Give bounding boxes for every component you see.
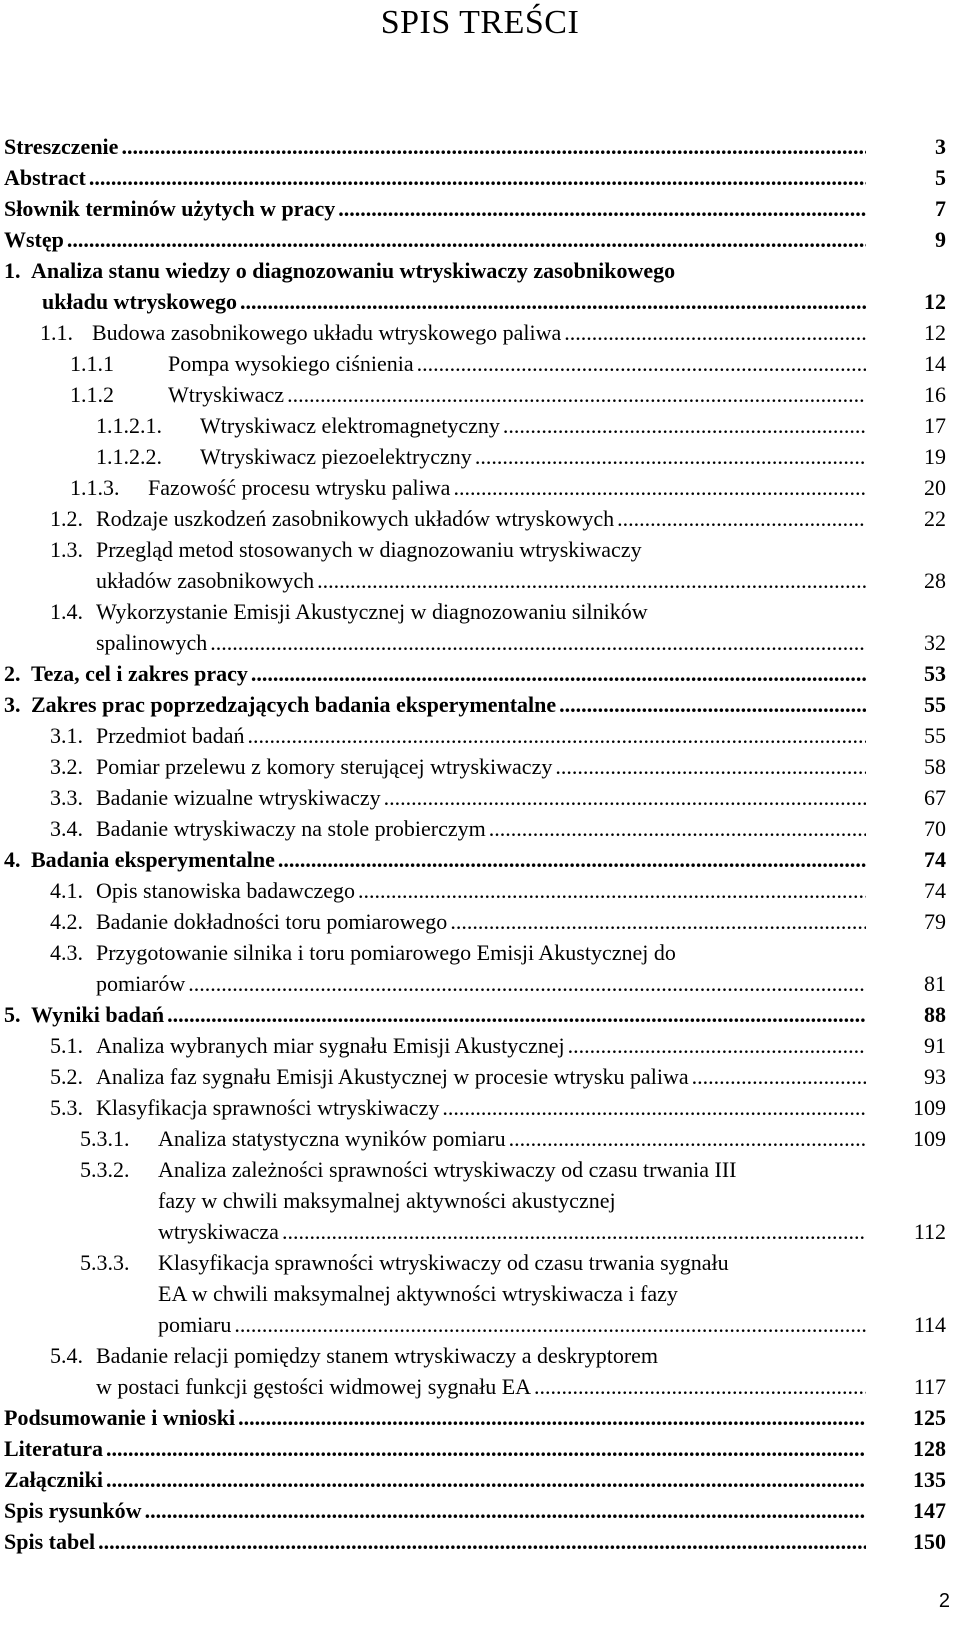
toc-page-number: 147 bbox=[913, 1498, 946, 1523]
toc-page-number: 5 bbox=[935, 165, 946, 190]
toc-entry-title: w postaci funkcji gęstości widmowej sygnału EA bbox=[96, 1374, 532, 1399]
dot-leader bbox=[509, 1123, 866, 1154]
toc-entry[interactable] bbox=[0, 751, 960, 782]
toc-page-number: 150 bbox=[913, 1529, 946, 1554]
toc-entry[interactable] bbox=[0, 875, 960, 906]
toc-entry-title: Wtryskiwacz piezoelektryczny bbox=[200, 444, 472, 469]
toc-entry-title: Podsumowanie i wnioski bbox=[4, 1405, 236, 1430]
toc-entry[interactable] bbox=[0, 999, 960, 1030]
toc-entry-title: Przygotowanie silnika i toru pomiarowego Emisji Akustycznej do bbox=[96, 940, 676, 965]
toc-page-number: 70 bbox=[924, 816, 946, 841]
toc-entry-title: Klasyfikacja sprawności wtryskiwaczy od czasu trwania sygnału bbox=[158, 1250, 729, 1275]
toc-entry[interactable] bbox=[0, 348, 960, 379]
toc-entry-title: Analiza zależności sprawności wtryskiwaczy od czasu trwania III bbox=[158, 1157, 737, 1182]
toc-entry-number: 4. bbox=[4, 847, 21, 872]
toc-page-number: 91 bbox=[924, 1033, 946, 1058]
dot-leader bbox=[210, 627, 866, 658]
toc-entry-number: 5.3.2. bbox=[80, 1157, 130, 1182]
dot-leader bbox=[317, 565, 866, 596]
dot-leader bbox=[188, 968, 866, 999]
dot-leader bbox=[442, 1092, 866, 1123]
toc-entry[interactable] bbox=[0, 255, 960, 317]
toc-entry[interactable] bbox=[0, 1061, 960, 1092]
toc-entry-number: 4.2. bbox=[50, 909, 83, 934]
dot-leader bbox=[240, 286, 866, 317]
toc-entry-number: 5. bbox=[4, 1002, 21, 1027]
toc-entry-title: Analiza faz sygnału Emisji Akustycznej w procesie wtrysku paliwa bbox=[96, 1064, 689, 1089]
toc-page-number: 53 bbox=[924, 661, 946, 686]
toc-entry[interactable] bbox=[0, 1123, 960, 1154]
toc-entry-number: 1.1.2.2. bbox=[96, 444, 162, 469]
toc-entry-title: Wstęp bbox=[4, 227, 64, 252]
toc-entry-number: 5.4. bbox=[50, 1343, 83, 1368]
toc-entry[interactable] bbox=[0, 1402, 960, 1433]
toc-entry-number: 1. bbox=[4, 258, 21, 283]
toc-entry-number: 1.1.3. bbox=[70, 475, 120, 500]
dot-leader bbox=[489, 813, 866, 844]
dot-leader bbox=[358, 875, 866, 906]
toc-entry-title: pomiarów bbox=[96, 971, 186, 996]
toc-entry-title: Analiza statystyczna wyników pomiaru bbox=[158, 1126, 506, 1151]
toc-entry[interactable] bbox=[0, 441, 960, 472]
dot-leader bbox=[564, 317, 866, 348]
toc-page-number: 109 bbox=[913, 1095, 946, 1120]
toc-entry[interactable] bbox=[0, 844, 960, 875]
toc-entry-title: Przedmiot badań bbox=[96, 723, 245, 748]
toc-entry-title: Spis rysunków bbox=[4, 1498, 142, 1523]
toc-entry-title: Badanie dokładności toru pomiarowego bbox=[96, 909, 448, 934]
dot-leader bbox=[453, 472, 866, 503]
dot-leader bbox=[167, 999, 866, 1030]
dot-leader bbox=[534, 1371, 866, 1402]
toc-entry-number: 5.3. bbox=[50, 1095, 83, 1120]
toc-entry-number: 1.1.2.1. bbox=[96, 413, 162, 438]
toc-entry-number: 3. bbox=[4, 692, 21, 717]
toc-entry-title: Badanie relacji pomiędzy stanem wtryskiwaczy a deskryptorem bbox=[96, 1343, 659, 1368]
dot-leader bbox=[89, 162, 866, 193]
toc-entry[interactable] bbox=[0, 1464, 960, 1495]
toc-page-number: 16 bbox=[924, 382, 946, 407]
dot-leader bbox=[106, 1464, 866, 1495]
toc-page-number: 55 bbox=[924, 692, 946, 717]
toc-entry[interactable] bbox=[0, 1030, 960, 1061]
toc-entry-title: układu wtryskowego bbox=[42, 289, 237, 314]
toc-entry[interactable] bbox=[0, 162, 960, 193]
toc-entry-number: 5.1. bbox=[50, 1033, 83, 1058]
dot-leader bbox=[98, 1526, 866, 1557]
dot-leader bbox=[282, 1216, 866, 1247]
toc-entry-number: 3.4. bbox=[50, 816, 83, 841]
toc-entry[interactable] bbox=[0, 658, 960, 689]
toc-entry-title: Pompa wysokiego ciśnienia bbox=[168, 351, 414, 376]
toc-page-number: 58 bbox=[924, 754, 946, 779]
toc-page-number: 12 bbox=[924, 289, 946, 314]
toc-page-number: 28 bbox=[924, 568, 946, 593]
toc-entry-number: 5.2. bbox=[50, 1064, 83, 1089]
toc-entry-title: Analiza wybranych miar sygnału Emisji Akustycznej bbox=[96, 1033, 565, 1058]
toc-page-number: 3 bbox=[935, 134, 946, 159]
toc-entry[interactable] bbox=[0, 224, 960, 255]
dot-leader bbox=[475, 441, 866, 472]
toc-entry[interactable] bbox=[0, 720, 960, 751]
toc-entry[interactable] bbox=[0, 782, 960, 813]
toc-entry-number: 3.1. bbox=[50, 723, 83, 748]
toc-entry[interactable] bbox=[0, 410, 960, 441]
dot-leader bbox=[238, 1402, 866, 1433]
dot-leader bbox=[121, 131, 866, 162]
toc-page-number: 112 bbox=[913, 1219, 946, 1244]
toc-page-number: 114 bbox=[913, 1312, 946, 1337]
toc-page-number: 67 bbox=[924, 785, 946, 810]
toc-entry-number: 5.3.1. bbox=[80, 1126, 130, 1151]
dot-leader bbox=[568, 1030, 866, 1061]
dot-leader bbox=[251, 658, 866, 689]
toc-page-number: 125 bbox=[913, 1405, 946, 1430]
toc-entry-number: 1.1.2 bbox=[70, 382, 114, 407]
dot-leader bbox=[338, 193, 866, 224]
toc-entry-title: Teza, cel i zakres pracy bbox=[31, 661, 248, 686]
toc-entry[interactable] bbox=[0, 193, 960, 224]
dot-leader bbox=[384, 782, 866, 813]
dot-leader bbox=[555, 751, 866, 782]
toc-page-number: 17 bbox=[924, 413, 946, 438]
toc-page-number: 9 bbox=[935, 227, 946, 252]
toc-entry-number: 2. bbox=[4, 661, 21, 686]
page-title: SPIS TREŚCI bbox=[380, 4, 580, 41]
toc-entry-title: Wykorzystanie Emisji Akustycznej w diagnozowaniu silników bbox=[96, 599, 648, 624]
toc-entry-title: wtryskiwacza bbox=[158, 1219, 279, 1244]
toc-entry-title: Analiza stanu wiedzy o diagnozowaniu wtryskiwaczy zasobnikowego bbox=[31, 258, 676, 283]
toc-page-number: 93 bbox=[924, 1064, 946, 1089]
toc-entry[interactable] bbox=[0, 503, 960, 534]
toc-entry[interactable] bbox=[0, 1495, 960, 1526]
dot-leader bbox=[247, 720, 866, 751]
toc-page-number: 117 bbox=[913, 1374, 946, 1399]
toc-entry-number: 1.3. bbox=[50, 537, 83, 562]
toc-entry[interactable] bbox=[0, 906, 960, 937]
toc-entry-title: pomiaru bbox=[158, 1312, 232, 1337]
toc-entry-title: Wyniki badań bbox=[31, 1002, 165, 1027]
toc-page-number: 7 bbox=[935, 196, 946, 221]
toc-entry[interactable] bbox=[0, 472, 960, 503]
dot-leader bbox=[234, 1309, 866, 1340]
toc-page-number: 88 bbox=[924, 1002, 946, 1027]
toc-entry[interactable] bbox=[0, 813, 960, 844]
dot-leader bbox=[145, 1495, 866, 1526]
toc-entry-title: Streszczenie bbox=[4, 134, 119, 159]
dot-leader bbox=[559, 689, 866, 720]
dot-leader bbox=[106, 1433, 866, 1464]
toc-entry-title: Załączniki bbox=[4, 1467, 104, 1492]
toc-entry-title: Fazowość procesu wtrysku paliwa bbox=[148, 475, 451, 500]
toc-entry-number: 4.3. bbox=[50, 940, 83, 965]
toc-page-number: 74 bbox=[924, 847, 946, 872]
toc-entry-number: 5.3.3. bbox=[80, 1250, 130, 1275]
toc-entry[interactable] bbox=[0, 131, 960, 162]
toc-page-number: 22 bbox=[924, 506, 946, 531]
toc-entry-title: Klasyfikacja sprawności wtryskiwaczy bbox=[96, 1095, 440, 1120]
toc-entry-title: Przegląd metod stosowanych w diagnozowaniu wtryskiwaczy bbox=[96, 537, 642, 562]
toc-entry-title: Rodzaje uszkodzeń zasobnikowych układów wtryskowych bbox=[96, 506, 615, 531]
toc-entry-title: Opis stanowiska badawczego bbox=[96, 878, 356, 903]
dot-leader bbox=[417, 348, 866, 379]
toc-entry-title: EA w chwili maksymalnej aktywności wtryskiwacza i fazy bbox=[158, 1281, 678, 1306]
toc-page-number: 74 bbox=[924, 878, 946, 903]
toc-entry[interactable] bbox=[0, 534, 960, 596]
toc-entry-title: Pomiar przelewu z komory sterującej wtryskiwaczy bbox=[96, 754, 553, 779]
toc-entry-title: Słownik terminów użytych w pracy bbox=[4, 196, 336, 221]
page-number: 2 bbox=[938, 1590, 950, 1612]
toc-entry-number: 4.1. bbox=[50, 878, 83, 903]
toc-page-number: 32 bbox=[924, 630, 946, 655]
toc-entry-number: 3.3. bbox=[50, 785, 83, 810]
toc-entry[interactable] bbox=[0, 596, 960, 658]
toc-entry-title: spalinowych bbox=[96, 630, 208, 655]
toc-entry-number: 1.1.1 bbox=[70, 351, 114, 376]
toc-entry-title: układów zasobnikowych bbox=[96, 568, 315, 593]
toc-page-number: 14 bbox=[924, 351, 946, 376]
toc-page-number: 79 bbox=[924, 909, 946, 934]
toc-entry[interactable] bbox=[0, 379, 960, 410]
toc-entry-number: 3.2. bbox=[50, 754, 83, 779]
toc-page-number: 19 bbox=[924, 444, 946, 469]
toc-entry[interactable] bbox=[0, 937, 960, 999]
toc-entry-title: Abstract bbox=[4, 165, 86, 190]
toc-entry[interactable] bbox=[0, 1154, 960, 1247]
dot-leader bbox=[278, 844, 866, 875]
toc-entry[interactable] bbox=[0, 317, 960, 348]
toc-entry[interactable] bbox=[0, 1247, 960, 1340]
toc-entry[interactable] bbox=[0, 1433, 960, 1464]
dot-leader bbox=[692, 1061, 866, 1092]
toc-entry[interactable] bbox=[0, 689, 960, 720]
toc-entry-title: Wtryskiwacz elektromagnetyczny bbox=[200, 413, 500, 438]
toc-entry-title: Badania eksperymentalne bbox=[31, 847, 275, 872]
toc-page-number: 12 bbox=[924, 320, 946, 345]
toc-entry-title: Badanie wtryskiwaczy na stole probierczym bbox=[96, 816, 486, 841]
dot-leader bbox=[287, 379, 866, 410]
toc-entry-number: 1.1. bbox=[40, 320, 73, 345]
toc-page-number: 135 bbox=[913, 1467, 946, 1492]
toc-entry-title: Wtryskiwacz bbox=[168, 382, 285, 407]
toc-entry-title: Budowa zasobnikowego układu wtryskowego paliwa bbox=[92, 320, 562, 345]
toc-entry-title: Badanie wizualne wtryskiwaczy bbox=[96, 785, 381, 810]
toc-entry-title: fazy w chwili maksymalnej aktywności akustycznej bbox=[158, 1188, 616, 1213]
toc-entry[interactable] bbox=[0, 1340, 960, 1402]
toc-page-number: 128 bbox=[913, 1436, 946, 1461]
toc-entry-title: Spis tabel bbox=[4, 1529, 96, 1554]
toc-entry[interactable] bbox=[0, 1526, 960, 1557]
toc-entry[interactable] bbox=[0, 1092, 960, 1123]
toc-page-number: 109 bbox=[913, 1126, 946, 1151]
dot-leader bbox=[67, 224, 866, 255]
dot-leader bbox=[617, 503, 866, 534]
toc-page-number: 81 bbox=[924, 971, 946, 996]
toc-entry-number: 1.4. bbox=[50, 599, 83, 624]
toc-entry-title: Zakres prac poprzedzających badania eksperymentalne bbox=[31, 692, 557, 717]
toc-entry-number: 1.2. bbox=[50, 506, 83, 531]
toc-entry-title: Literatura bbox=[4, 1436, 103, 1461]
dot-leader bbox=[450, 906, 866, 937]
toc-page-number: 20 bbox=[924, 475, 946, 500]
dot-leader bbox=[503, 410, 866, 441]
toc-page-number: 55 bbox=[924, 723, 946, 748]
